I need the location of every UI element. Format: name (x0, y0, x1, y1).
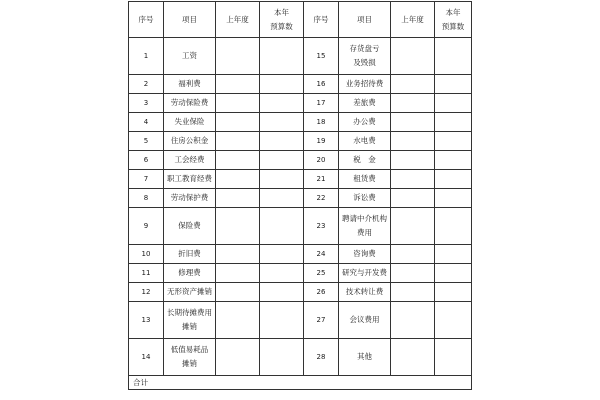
left-item-cell (164, 170, 216, 189)
right-seq-cell: 15 (304, 38, 339, 75)
total-row (129, 376, 472, 390)
right-prev-year-cell (391, 339, 435, 376)
item-text-line: 租赁费 (353, 174, 376, 183)
right-prev-year-cell (391, 245, 435, 264)
right-seq-cell: 21 (304, 170, 339, 189)
left-item-cell (164, 264, 216, 283)
item-text-line: 存货盘亏 (349, 44, 380, 53)
right-item-cell (339, 170, 391, 189)
table-row (129, 245, 472, 264)
item-text-line: 业务招待费 (345, 79, 384, 88)
item-text-line: 保险费 (178, 221, 201, 230)
left-budget-cell (260, 94, 304, 113)
right-seq-cell: 24 (304, 245, 339, 264)
right-item-cell (339, 94, 391, 113)
table-row (129, 113, 472, 132)
item-text-line: 职工教育经费 (167, 174, 212, 183)
right-item-cell (339, 113, 391, 132)
item-text-line: 及毁损 (353, 58, 376, 67)
right-prev-year-cell (391, 75, 435, 94)
left-budget-cell (260, 132, 304, 151)
left-item-cell (164, 302, 216, 339)
left-seq-cell: 12 (129, 283, 164, 302)
item-text-line: 福利费 (178, 79, 201, 88)
left-item-cell (164, 208, 216, 245)
item-text-line: 诉讼费 (353, 193, 376, 202)
item-text-line: 摊销 (182, 322, 197, 331)
right-item-cell (339, 151, 391, 170)
item-text-line: 低值易耗品 (170, 345, 209, 354)
right-item-cell (339, 75, 391, 94)
header-prev-year-right: 上年度 (391, 2, 435, 38)
right-budget-cell (435, 208, 472, 245)
left-seq-cell: 8 (129, 189, 164, 208)
table-row (129, 38, 472, 75)
item-text-line: 劳动保险费 (170, 98, 209, 107)
item-text-line: 技术转让费 (345, 287, 384, 296)
header-prev-year-left: 上年度 (216, 2, 260, 38)
table-row (129, 264, 472, 283)
item-text-line: 税 金 (353, 155, 376, 164)
right-item-cell (339, 38, 391, 75)
item-text-line: 水电费 (353, 136, 376, 145)
left-item-cell (164, 94, 216, 113)
right-seq-cell: 23 (304, 208, 339, 245)
left-item-cell (164, 151, 216, 170)
item-text-line: 聘请中介机构 (342, 214, 387, 223)
right-prev-year-cell (391, 132, 435, 151)
left-budget-cell (260, 339, 304, 376)
left-item-cell (164, 283, 216, 302)
table-row (129, 170, 472, 189)
header-budget-line2: 预算数 (441, 21, 465, 31)
right-item-cell (339, 189, 391, 208)
right-seq-cell: 20 (304, 151, 339, 170)
right-seq-cell: 19 (304, 132, 339, 151)
table-row (129, 208, 472, 245)
right-seq-cell: 28 (304, 339, 339, 376)
right-seq-cell: 26 (304, 283, 339, 302)
left-seq-cell: 3 (129, 94, 164, 113)
right-item-cell (339, 264, 391, 283)
header-budget-right (435, 2, 472, 38)
right-prev-year-cell (391, 189, 435, 208)
right-budget-cell (435, 38, 472, 75)
left-prev-year-cell (216, 113, 260, 132)
left-item-cell (164, 38, 216, 75)
right-prev-year-cell (391, 208, 435, 245)
item-text-line: 长期待摊费用 (167, 308, 212, 317)
item-text-line: 劳动保护费 (170, 193, 209, 202)
table-row (129, 283, 472, 302)
left-prev-year-cell (216, 94, 260, 113)
item-text-line: 会议费用 (349, 315, 380, 324)
left-budget-cell (260, 113, 304, 132)
left-seq-cell: 6 (129, 151, 164, 170)
right-budget-cell (435, 245, 472, 264)
left-item-cell (164, 189, 216, 208)
right-prev-year-cell (391, 170, 435, 189)
right-prev-year-cell (391, 302, 435, 339)
left-prev-year-cell (216, 170, 260, 189)
header-budget-left (260, 2, 304, 38)
item-text-line: 办公费 (353, 117, 376, 126)
right-item-cell (339, 132, 391, 151)
right-prev-year-cell (391, 113, 435, 132)
right-prev-year-cell (391, 151, 435, 170)
item-text-line: 费用 (357, 228, 372, 237)
left-budget-cell (260, 151, 304, 170)
left-prev-year-cell (216, 75, 260, 94)
right-budget-cell (435, 189, 472, 208)
right-seq-cell: 18 (304, 113, 339, 132)
left-seq-cell: 5 (129, 132, 164, 151)
item-text-line: 折旧费 (178, 249, 201, 258)
table-row (129, 339, 472, 376)
left-seq-cell: 7 (129, 170, 164, 189)
item-text-line: 摊销 (182, 359, 197, 368)
table-row (129, 75, 472, 94)
right-budget-cell (435, 283, 472, 302)
header-budget-line2: 预算数 (270, 21, 293, 31)
left-budget-cell (260, 283, 304, 302)
left-seq-cell: 4 (129, 113, 164, 132)
item-text-line: 差旅费 (353, 98, 376, 107)
left-prev-year-cell (216, 245, 260, 264)
left-prev-year-cell (216, 302, 260, 339)
left-prev-year-cell (216, 189, 260, 208)
left-item-cell (164, 339, 216, 376)
right-seq-cell: 17 (304, 94, 339, 113)
right-seq-cell: 25 (304, 264, 339, 283)
left-prev-year-cell (216, 264, 260, 283)
right-budget-cell (435, 75, 472, 94)
right-budget-cell (435, 264, 472, 283)
left-budget-cell (260, 189, 304, 208)
right-budget-cell (435, 151, 472, 170)
right-prev-year-cell (391, 38, 435, 75)
budget-table (128, 1, 472, 390)
item-text-line: 无形资产摊销 (167, 287, 212, 296)
header-budget-line1: 本年 (274, 7, 289, 17)
item-text-line: 住房公积金 (170, 136, 209, 145)
right-item-cell (339, 208, 391, 245)
right-prev-year-cell (391, 264, 435, 283)
left-seq-cell: 9 (129, 208, 164, 245)
left-prev-year-cell (216, 132, 260, 151)
item-text-line: 其他 (357, 352, 372, 361)
left-budget-cell (260, 170, 304, 189)
left-seq-cell: 11 (129, 264, 164, 283)
right-item-cell (339, 283, 391, 302)
item-text-line: 咨询费 (353, 249, 376, 258)
left-budget-cell (260, 245, 304, 264)
total-label: 合计 (129, 376, 472, 390)
left-prev-year-cell (216, 339, 260, 376)
header-item-right: 项目 (339, 2, 391, 38)
right-item-cell (339, 245, 391, 264)
left-budget-cell (260, 208, 304, 245)
right-seq-cell: 22 (304, 189, 339, 208)
table-row (129, 189, 472, 208)
table-row (129, 94, 472, 113)
left-seq-cell: 13 (129, 302, 164, 339)
left-seq-cell: 10 (129, 245, 164, 264)
left-item-cell (164, 75, 216, 94)
header-row (129, 2, 472, 38)
item-text-line: 工会经费 (174, 155, 205, 164)
left-budget-cell (260, 302, 304, 339)
left-seq-cell: 14 (129, 339, 164, 376)
budget-rows (129, 38, 472, 376)
right-budget-cell (435, 302, 472, 339)
left-item-cell (164, 113, 216, 132)
header-budget-line1: 本年 (445, 7, 461, 17)
left-seq-cell: 2 (129, 75, 164, 94)
item-text-line: 修理费 (178, 268, 201, 277)
right-budget-cell (435, 132, 472, 151)
right-item-cell (339, 302, 391, 339)
right-item-cell (339, 339, 391, 376)
item-text-line: 研究与开发费 (342, 268, 387, 277)
left-item-cell (164, 245, 216, 264)
left-budget-cell (260, 38, 304, 75)
table-row (129, 151, 472, 170)
table-row (129, 132, 472, 151)
right-seq-cell: 16 (304, 75, 339, 94)
right-budget-cell (435, 170, 472, 189)
header-seq-right: 序号 (304, 2, 339, 38)
left-budget-cell (260, 264, 304, 283)
left-prev-year-cell (216, 208, 260, 245)
right-prev-year-cell (391, 283, 435, 302)
left-budget-cell (260, 75, 304, 94)
item-text-line: 失业保险 (174, 117, 205, 126)
table-row (129, 302, 472, 339)
right-prev-year-cell (391, 94, 435, 113)
right-budget-cell (435, 113, 472, 132)
right-seq-cell: 27 (304, 302, 339, 339)
left-seq-cell: 1 (129, 38, 164, 75)
header-seq-left: 序号 (129, 2, 164, 38)
left-item-cell (164, 132, 216, 151)
right-budget-cell (435, 94, 472, 113)
left-prev-year-cell (216, 283, 260, 302)
item-text-line: 工资 (182, 51, 197, 60)
left-prev-year-cell (216, 151, 260, 170)
right-budget-cell (435, 339, 472, 376)
left-prev-year-cell (216, 38, 260, 75)
header-item-left: 项目 (164, 2, 216, 38)
